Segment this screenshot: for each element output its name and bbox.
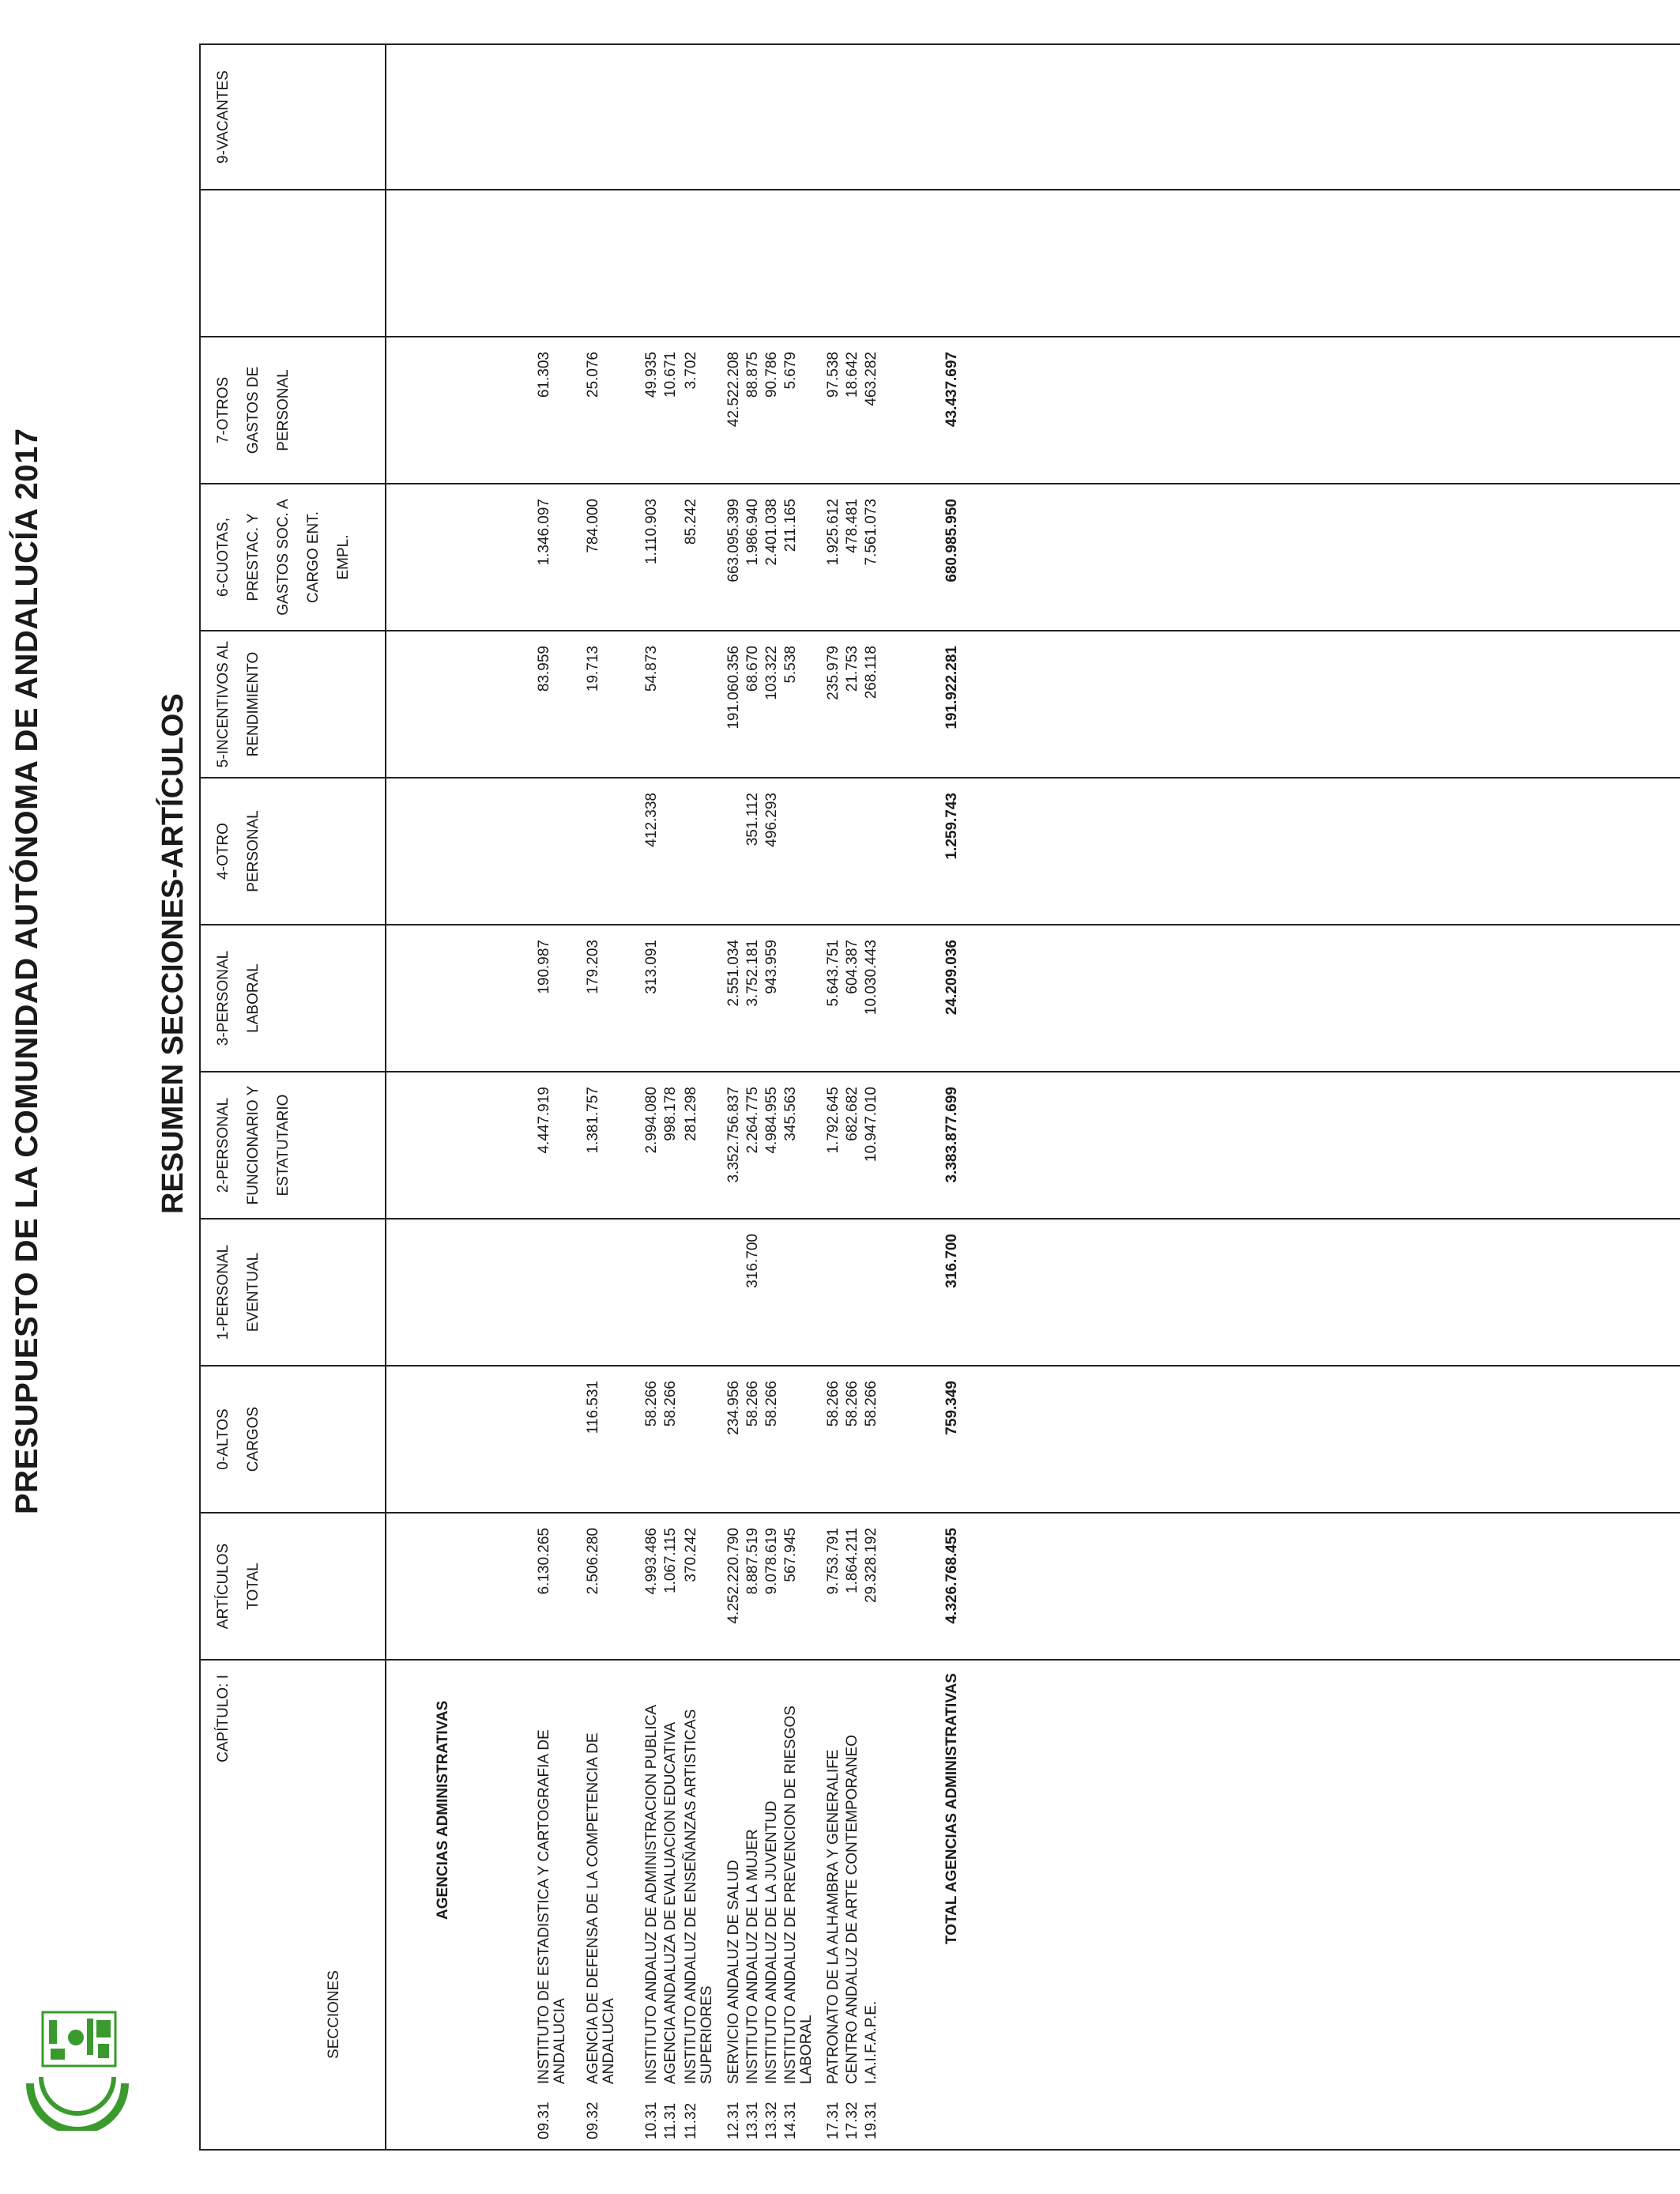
c6-column [386, 484, 1680, 631]
section-code: 12.31 [725, 2102, 742, 2139]
value-c3: 179.203 [585, 940, 601, 994]
c5-column [386, 631, 1680, 778]
value-c7: 49.935 [643, 352, 660, 398]
value-c0: 58.266 [744, 1381, 761, 1427]
value-c5: 191.060.356 [725, 646, 742, 729]
section-name: INSTITUTO ANDALUZ DE LA MUJER [744, 1829, 761, 2084]
cuotas-header: 6-CUOTAS, PRESTAC. Y GASTOS SOC. A CARGO ENT. EMPL. [200, 484, 386, 631]
value-c2: 2.264.775 [744, 1087, 761, 1154]
value-c4: 351.112 [744, 793, 761, 846]
value-c6: 1.986.940 [744, 499, 761, 566]
section-name: PATRONATO DE LA ALHAMBRA Y GENERALIFE [825, 1749, 842, 2084]
value-c6: 85.242 [683, 499, 699, 545]
value-c2: 2.994.080 [643, 1087, 660, 1154]
budget-summary-table [199, 43, 1680, 2151]
sections-header [200, 1660, 386, 2150]
value-c7: 18.642 [844, 352, 861, 398]
value-total: 4.252.220.790 [725, 1528, 742, 1624]
sections-column [386, 1660, 1680, 2150]
value-c5: 268.118 [863, 646, 880, 699]
value-c6: 211.165 [782, 499, 799, 552]
value-c6: 478.481 [844, 499, 861, 553]
section-code: 17.31 [825, 2102, 842, 2139]
c7-column [386, 337, 1680, 484]
value-c3: 604.387 [844, 940, 861, 994]
value-total: 2.506.280 [585, 1528, 601, 1595]
value-c6: 663.095.399 [725, 499, 742, 582]
value-c3: 3.752.181 [744, 940, 761, 1007]
value-c3: 190.987 [536, 940, 552, 994]
section-name: SERVICIO ANDALUZ DE SALUD [725, 1860, 742, 2084]
value-c0: 116.531 [585, 1381, 601, 1434]
section-name: AGENCIA DE DEFENSA DE LA COMPETENCIA DE [585, 1732, 601, 2084]
value-c6: 1.110.903 [643, 499, 660, 565]
c1-column [386, 1219, 1680, 1366]
value-c3: 313.091 [643, 940, 660, 994]
section-code: 10.31 [643, 2102, 660, 2139]
incentivos-header: 5-INCENTIVOS AL RENDIMIENTO [200, 631, 386, 778]
total-value-c7: 43.437.697 [944, 352, 960, 428]
section-code: 09.31 [536, 2102, 552, 2139]
altos-cargos-header: 0-ALTOS CARGOS [200, 1366, 386, 1513]
value-c5: 5.538 [782, 646, 799, 684]
total-header: ARTÍCULOS TOTAL [200, 1513, 386, 1660]
value-total: 1.864.211 [844, 1528, 861, 1594]
value-c6: 784.000 [585, 499, 601, 553]
value-c5: 54.873 [643, 646, 660, 692]
c2-column [386, 1072, 1680, 1219]
personal-funcionario-header: 2-PERSONAL FUNCIONARIO Y ESTATUTARIO [200, 1072, 386, 1219]
section-name: LABORAL [798, 2015, 815, 2084]
section-name: INSTITUTO ANDALUZ DE PREVENCION DE RIESGOS [782, 1706, 799, 2084]
section-name: AGENCIA ANDALUZA DE EVALUACION EDUCATIVA [662, 1721, 679, 2084]
section-name: I.A.I.F.A.P.E. [863, 2000, 880, 2084]
page-title: PRESUPUESTO DE LA COMUNIDAD AUTÓNOMA DE ANDALUCÍA 2017 [9, 428, 44, 1514]
value-c6: 1.925.612 [825, 499, 842, 566]
otros-gastos-header: 7-OTROS GASTOS DE PERSONAL [200, 337, 386, 484]
otro-personal-header: 4-OTRO PERSONAL [200, 778, 386, 925]
value-c5: 19.713 [585, 646, 601, 692]
header-row [200, 44, 386, 2150]
c3-column [386, 925, 1680, 1072]
value-c2: 1.381.757 [585, 1087, 601, 1154]
value-c2: 998.178 [662, 1087, 679, 1141]
value-c7: 97.538 [825, 352, 842, 398]
c4-column [386, 778, 1680, 925]
value-total: 4.993.486 [643, 1528, 660, 1595]
group-title: AGENCIAS ADMINISTRATIVAS [435, 1700, 451, 1920]
total-value-c4: 1.259.743 [944, 793, 960, 860]
value-c0: 58.266 [763, 1381, 780, 1427]
c8-column [386, 190, 1680, 337]
section-code: 13.31 [744, 2102, 761, 2139]
vacantes-header: 9-VACANTES [200, 44, 386, 190]
value-c3: 2.551.034 [725, 940, 742, 1007]
value-c2: 682.682 [844, 1087, 861, 1141]
section-name: ANDALUCIA [601, 1998, 617, 2084]
total-value-c2: 3.383.877.699 [944, 1087, 960, 1183]
value-total: 567.945 [782, 1528, 799, 1582]
value-c2: 281.298 [683, 1087, 699, 1141]
value-total: 6.130.265 [536, 1528, 552, 1595]
value-c1: 316.700 [744, 1234, 761, 1288]
section-code: 11.31 [662, 2102, 679, 2139]
section-code: 17.32 [844, 2102, 861, 2139]
value-total: 8.887.519 [744, 1528, 761, 1595]
section-code: 13.32 [763, 2102, 780, 2139]
value-c7: 25.076 [585, 352, 601, 398]
section-name: INSTITUTO ANDALUZ DE ENSEÑANZAS ARTISTICAS [683, 1709, 699, 2084]
section-name: SUPERIORES [699, 1985, 715, 2084]
value-total: 29.328.192 [863, 1528, 880, 1604]
value-c0: 58.266 [863, 1381, 880, 1427]
section-code: 19.31 [863, 2102, 880, 2139]
total-value-total: 4.326.768.455 [944, 1528, 960, 1624]
total-label: TOTAL AGENCIAS ADMINISTRATIVAS [944, 1673, 960, 1945]
value-c7: 5.679 [782, 352, 799, 390]
total-column [386, 1513, 1680, 1660]
value-total: 9.753.791 [825, 1528, 842, 1595]
value-c5: 235.979 [825, 646, 842, 700]
section-name: ANDALUCIA [552, 1998, 568, 2084]
value-c2: 345.563 [782, 1087, 799, 1141]
value-total: 370.242 [683, 1528, 699, 1582]
value-c5: 103.322 [763, 646, 780, 700]
personal-eventual-header: 1-PERSONAL EVENTUAL [200, 1219, 386, 1366]
sections-label: SECCIONES [326, 1970, 342, 2059]
section-name: INSTITUTO DE ESTADISTICA Y CARTOGRAFIA DE [536, 1729, 552, 2084]
body-row [386, 44, 1680, 2150]
c0-column [386, 1366, 1680, 1513]
value-c0: 234.956 [725, 1381, 742, 1435]
value-c0: 58.266 [825, 1381, 842, 1427]
value-c6: 7.561.073 [863, 499, 880, 566]
value-c5: 21.753 [844, 646, 861, 692]
section-code: 11.32 [683, 2102, 699, 2139]
section-name: CENTRO ANDALUZ DE ARTE CONTEMPORANEO [844, 1735, 861, 2084]
section-name: INSTITUTO ANDALUZ DE LA JUVENTUD [763, 1800, 780, 2084]
value-c0: 58.266 [844, 1381, 861, 1427]
value-c5: 68.670 [744, 646, 761, 692]
value-c6: 2.401.038 [763, 499, 780, 566]
total-value-c3: 24.209.036 [944, 940, 960, 1016]
value-c2: 1.792.645 [825, 1087, 842, 1154]
value-c3: 943.959 [763, 940, 780, 994]
value-c7: 10.671 [662, 352, 679, 398]
total-value-c6: 680.985.950 [944, 499, 960, 582]
page-subtitle: RESUMEN SECCIONES-ARTÍCULOS [156, 693, 190, 1214]
value-c5: 83.959 [536, 646, 552, 692]
value-c2: 4.447.919 [536, 1087, 552, 1154]
section-code: 14.31 [782, 2102, 799, 2139]
value-c7: 61.303 [536, 352, 552, 398]
value-c3: 10.030.443 [863, 940, 880, 1016]
value-c2: 10.947.010 [863, 1087, 880, 1163]
value-c0: 58.266 [643, 1381, 660, 1427]
value-c7: 3.702 [683, 352, 699, 390]
value-c6: 1.346.097 [536, 499, 552, 566]
chapter-label: CAPÍTULO: I [215, 1675, 232, 1762]
personal-laboral-header: 3-PERSONAL LABORAL [200, 925, 386, 1072]
total-value-c0: 759.349 [944, 1381, 960, 1435]
value-c7: 42.522.208 [725, 352, 742, 428]
value-c4: 496.293 [763, 793, 780, 847]
c9-column [386, 44, 1680, 190]
value-c7: 90.786 [763, 352, 780, 398]
value-c3: 5.643.751 [825, 940, 842, 1007]
value-c7: 463.282 [863, 352, 880, 406]
value-c4: 412.338 [643, 793, 660, 847]
section-code: 09.32 [585, 2102, 601, 2139]
empty-header [200, 190, 386, 337]
value-c2: 4.984.955 [763, 1087, 780, 1154]
junta-de-andalucia-logo-icon [14, 2004, 141, 2131]
total-value-c1: 316.700 [944, 1234, 960, 1288]
value-c7: 88.875 [744, 352, 761, 398]
value-c0: 58.266 [662, 1381, 679, 1427]
value-c2: 3.352.756.837 [725, 1087, 742, 1183]
total-value-c5: 191.922.281 [944, 646, 960, 729]
value-total: 9.078.619 [763, 1528, 780, 1595]
value-total: 1.067.115 [662, 1528, 679, 1594]
section-name: INSTITUTO ANDALUZ DE ADMINISTRACION PUBLICA [643, 1704, 660, 2084]
